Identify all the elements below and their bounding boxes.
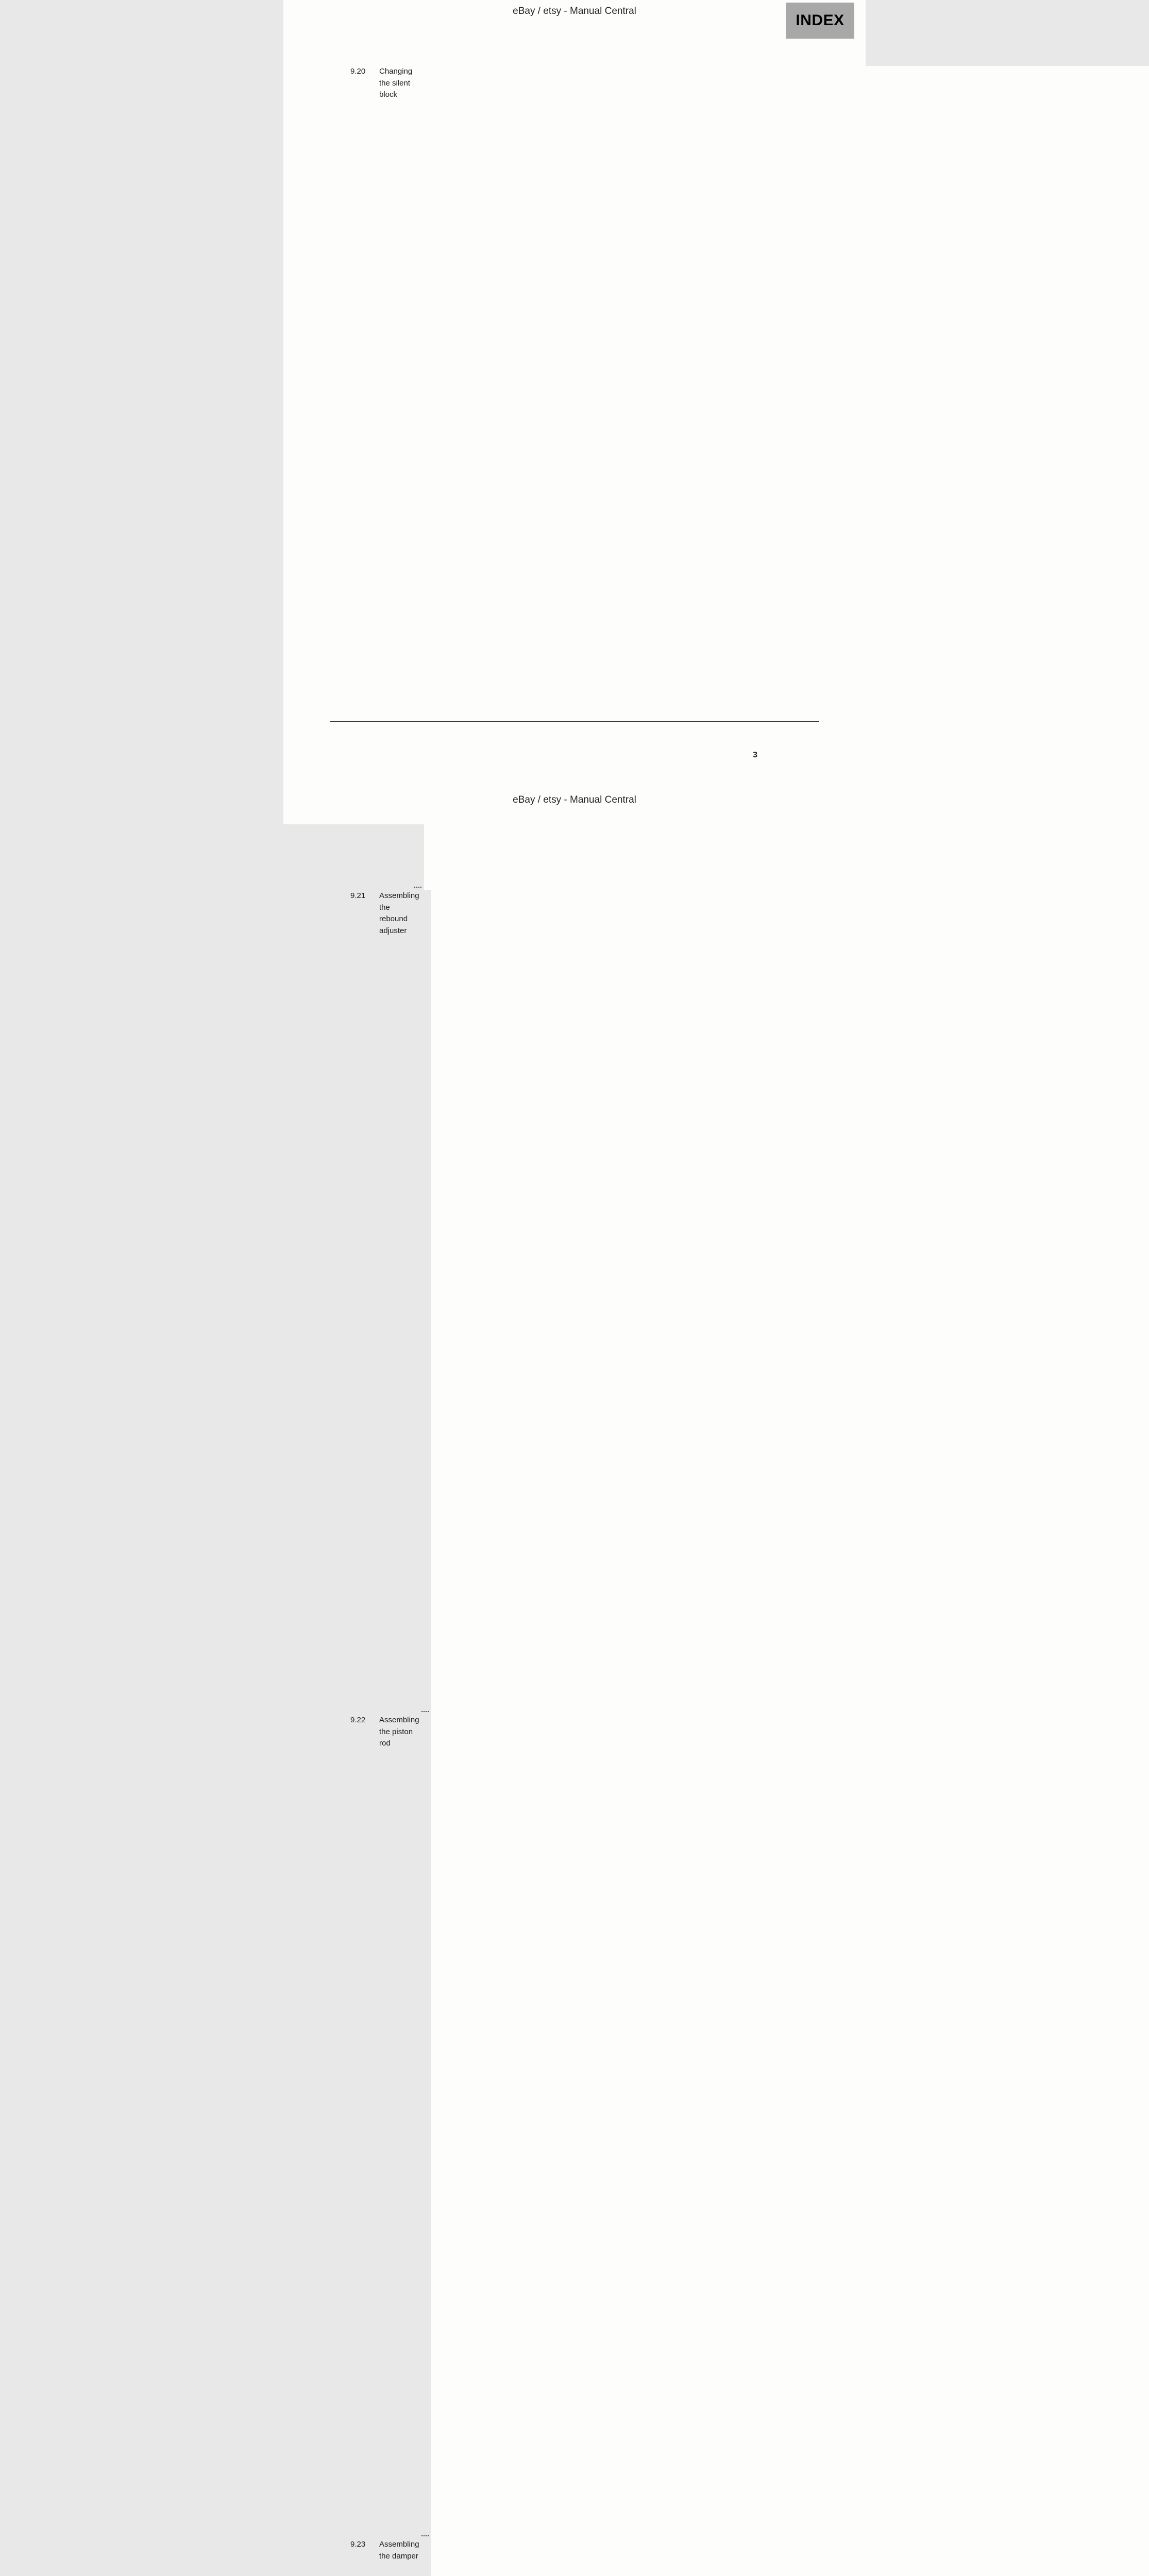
toc-row bbox=[331, 1715, 536, 2539]
dot-leader bbox=[421, 1715, 429, 2536]
toc-entry-page bbox=[645, 66, 1149, 890]
toc-row bbox=[331, 66, 536, 890]
toc-entry-number: 9.21 bbox=[350, 891, 366, 900]
index-label: INDEX bbox=[796, 12, 844, 29]
footer-title: eBay / etsy - Manual Central bbox=[513, 794, 636, 805]
page-number: 3 bbox=[753, 751, 757, 759]
toc-entry-title: Assembling the damper bbox=[379, 2540, 419, 2561]
toc-entry-page bbox=[645, 890, 1149, 1715]
toc-entry-title: Changing the silent block bbox=[379, 67, 413, 99]
toc-entry-page bbox=[645, 1715, 1149, 2539]
toc-entry-number: 9.20 bbox=[350, 67, 366, 76]
dot-leader bbox=[421, 2539, 429, 2576]
toc-entry-page bbox=[645, 2539, 1149, 2576]
header-title: eBay / etsy - Manual Central bbox=[513, 6, 636, 16]
manual-index-page bbox=[283, 0, 866, 2561]
toc-entry-number: 9.22 bbox=[350, 1716, 366, 1724]
toc-row bbox=[331, 2539, 536, 2576]
toc-column-left bbox=[331, 66, 536, 2576]
toc-entry-title: Assembling the piston rod bbox=[379, 1716, 419, 1748]
dot-leader bbox=[421, 890, 429, 1712]
toc-entry-number: 9.23 bbox=[350, 2540, 366, 2549]
toc-row bbox=[331, 890, 536, 1715]
toc-entry-title: Assembling the rebound adjuster bbox=[379, 891, 419, 935]
dot-leader bbox=[414, 66, 421, 888]
footer-divider bbox=[330, 721, 819, 722]
index-tab bbox=[786, 3, 854, 39]
table-of-contents bbox=[331, 66, 757, 2576]
